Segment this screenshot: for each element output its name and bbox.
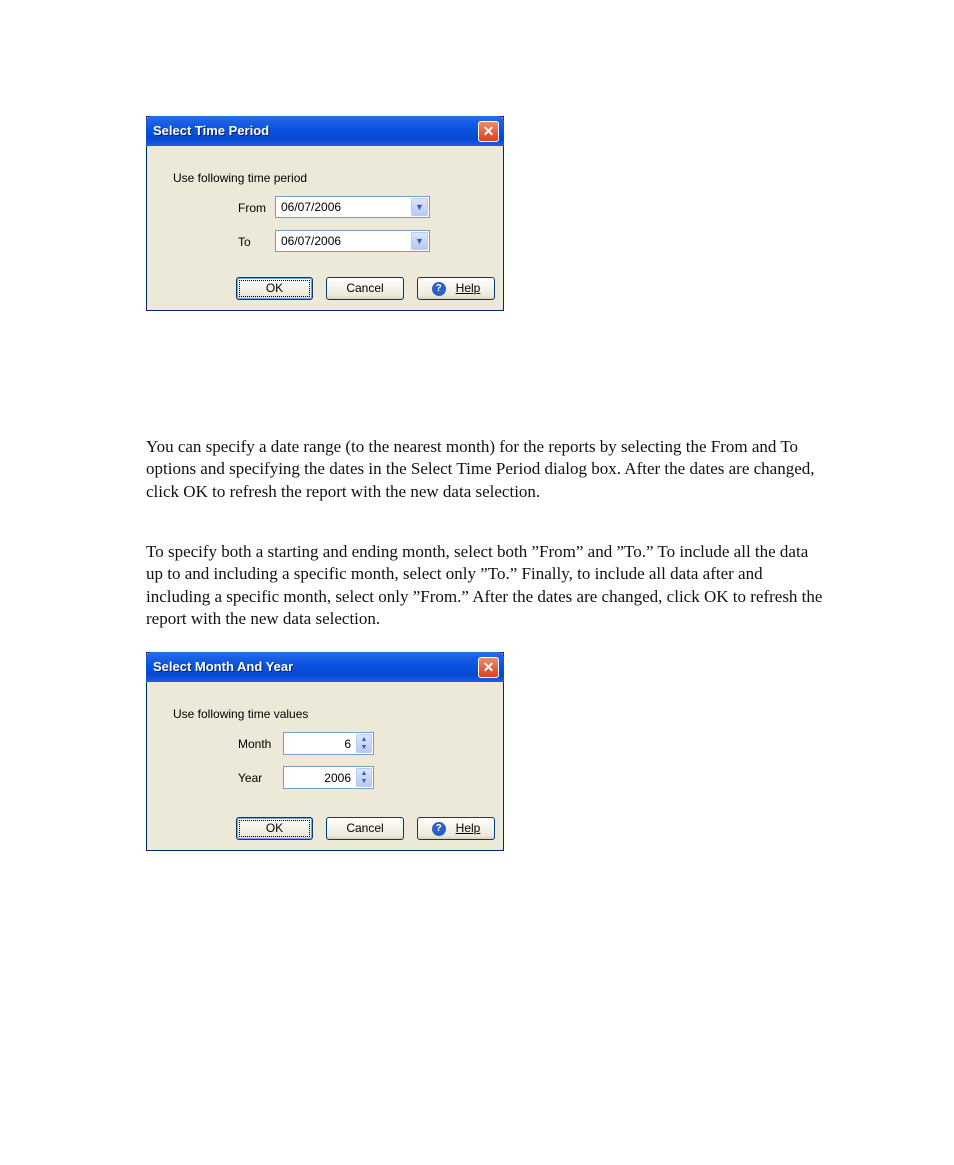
from-date-dropdown[interactable] [275,196,430,218]
dialog-title: Select Month And Year [153,659,294,674]
ok-button[interactable]: OK [236,817,313,840]
from-label: From [238,201,266,215]
dialog-titlebar[interactable] [146,652,504,682]
help-button-label: Help [455,821,481,835]
cancel-button[interactable]: Cancel [326,277,404,300]
year-label: Year [238,771,263,785]
chevron-down-icon[interactable]: ▼ [411,232,428,250]
spin-arrows-icon[interactable] [356,768,372,787]
paragraph-from-to-usage: To specify both a starting and ending month, select both ”From” and ”To.” To include all the data up to and including a specific month, select only ”To.” Finally, to include all data after and including a specific month, select only ”From.” After the dates are changed, click OK to refresh the report with the new data selection. [146,542,823,629]
from-date-value: 06/07/2006 [281,200,342,214]
to-date-dropdown[interactable] [275,230,430,252]
spin-down-icon[interactable]: ▼ [360,778,368,785]
month-value: 6 [344,737,351,751]
help-button-label: Help [455,281,481,295]
spin-up-icon[interactable]: ▲ [360,736,368,743]
help-icon: ? [432,822,446,836]
close-button[interactable] [478,657,499,678]
to-date-value: 06/07/2006 [281,234,342,248]
spin-up-icon[interactable]: ▲ [360,770,368,777]
month-spinner[interactable] [283,732,374,755]
year-spinner[interactable] [283,766,374,789]
time-period-prompt: Use following time period [173,171,308,185]
help-button[interactable] [417,817,495,840]
paragraph-date-range: You can specify a date range (to the nearest month) for the reports by selecting the From and To options and specifying the dates in the Select Time Period dialog box. After the dates are changed, click OK to refresh the report with the new data selection. [146,437,815,501]
help-icon: ? [432,282,446,296]
chevron-down-icon[interactable]: ▼ [411,198,428,216]
help-button[interactable] [417,277,495,300]
spin-down-icon[interactable]: ▼ [360,744,368,751]
close-button[interactable] [478,121,499,142]
month-label: Month [238,737,272,751]
dialog-titlebar[interactable] [146,116,504,146]
cancel-button[interactable]: Cancel [326,817,404,840]
close-icon: ✕ [482,659,495,675]
to-label: To [238,235,251,249]
select-time-period-dialog [146,116,504,311]
spin-arrows-icon[interactable] [356,734,372,753]
select-month-and-year-dialog [146,652,504,851]
close-icon: ✕ [482,123,495,139]
dialog-title: Select Time Period [153,123,270,138]
time-values-prompt: Use following time values [173,707,309,721]
ok-button[interactable]: OK [236,277,313,300]
year-value: 2006 [324,771,351,785]
